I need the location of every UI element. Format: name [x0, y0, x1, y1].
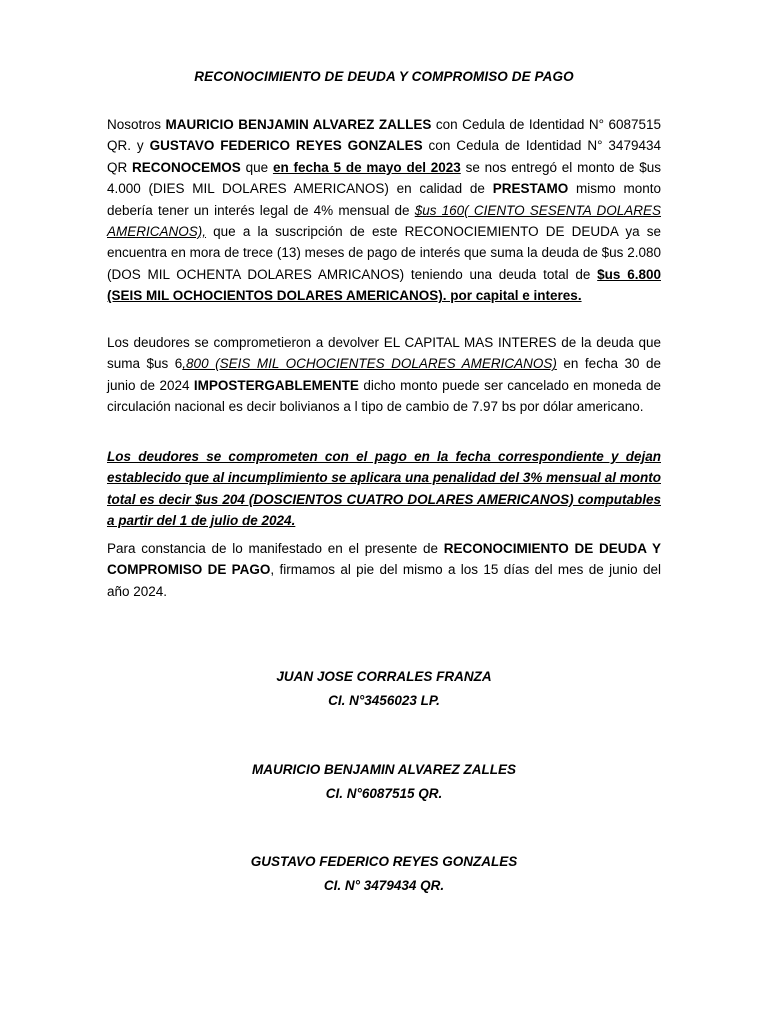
signatory-name: JUAN JOSE CORRALES FRANZA	[276, 669, 492, 684]
p1-text: con Cedula de Identidad N° 3479434 QR	[107, 138, 661, 175]
signatory-name: GUSTAVO FEDERICO REYES GONZALES	[250, 854, 518, 869]
debtor-name-1: MAURICIO BENJAMIN ALVAREZ ZALLES	[165, 117, 432, 132]
document-title: RECONOCIMIENTO DE DEUDA Y COMPROMISO DE PAGO	[194, 69, 574, 84]
p2-text: en fecha 30 de junio de 2024	[107, 356, 661, 393]
p4-text: Para constancia de lo manifestado en el presente de	[107, 541, 444, 556]
prestamo-keyword: PRESTAMO	[492, 181, 569, 197]
p1-text: con Cedula de Identidad N° 6087515 QR. y	[107, 117, 661, 154]
monthly-interest: $us 160( CIENTO SESENTA DOLARES AMERICANOS),	[107, 202, 661, 240]
p4-text: , firmamos al pie del mismo a los 15 días del mes de junio del año 2024.	[107, 562, 661, 599]
debtor-name-2: GUSTAVO FEDERICO REYES GONZALES	[149, 138, 423, 154]
signatory-name: MAURICIO BENJAMIN ALVAREZ ZALLES	[251, 762, 516, 777]
loan-date: en fecha 5 de mayo del 2023	[272, 159, 461, 175]
paragraph-repayment	[107, 332, 661, 418]
p1-text: se nos entregó el monto de $us 4.000 (DIES MIL DOLARES AMERICANOS) en calidad de	[107, 159, 661, 197]
signatory-id: CI. N°3456023 LP.	[328, 693, 440, 708]
p1-text: que	[240, 159, 273, 175]
document-reference: RECONOCIMIENTO DE DEUDA Y COMPROMISO DE PAGO	[107, 541, 661, 578]
paragraph-penalty	[107, 446, 661, 532]
signature-block	[0, 665, 768, 713]
reconocemos-keyword: RECONOCEMOS	[132, 159, 241, 175]
signatory-id: CI. N°6087515 QR.	[325, 786, 443, 801]
total-debt: $us 6.800 (SEIS MIL OCHOCIENTOS DOLARES AMERICANOS). por capital e interes.	[107, 266, 661, 304]
signature-block	[0, 850, 768, 898]
p2-text: dicho monto puede ser cancelado en moneda de circulación nacional es decir bolivianos a l tipo de cambio de 7.97 bs por dólar americano.	[107, 377, 661, 415]
penalty-clause: Los deudores se comprometen con el pago en la fecha correspondiente y dejan establecido que al incumplimiento se aplicara una penalidad del 3% mensual al monto total es decir $us 204 (DOSCIENTOS CUATRO DOLARES AMERICANOS) computables a partir del 1 de julio de 2024.	[107, 449, 661, 529]
signature-block	[0, 758, 768, 806]
paragraph-closing	[107, 538, 661, 602]
impostergable-keyword: IMPOSTERGABLEMENTE	[193, 377, 359, 393]
repayment-amount: ,800 (SEIS MIL OCHOCIENTES DOLARES AMERICANOS)	[182, 356, 557, 372]
p1-text: Nosotros	[107, 117, 166, 132]
p2-text: Los deudores se comprometieron a devolver EL CAPITAL MAS INTERES de la deuda que suma $us 6	[107, 335, 661, 372]
paragraph-acknowledgement	[107, 114, 661, 307]
p1-text: mismo monto debería tener un interés legal de 4% mensual de	[107, 181, 661, 218]
signatory-id: CI. N° 3479434 QR.	[323, 878, 445, 893]
p1-text: que a la suscripción de este RECONOCIEMIENTO DE DEUDA ya se encuentra en mora de trece (13) meses de pago de interés que suma la deuda de $us 2.080 (DOS MIL OCHENTA DOLARES AMRICANOS) teniendo una deuda total de	[107, 224, 661, 282]
